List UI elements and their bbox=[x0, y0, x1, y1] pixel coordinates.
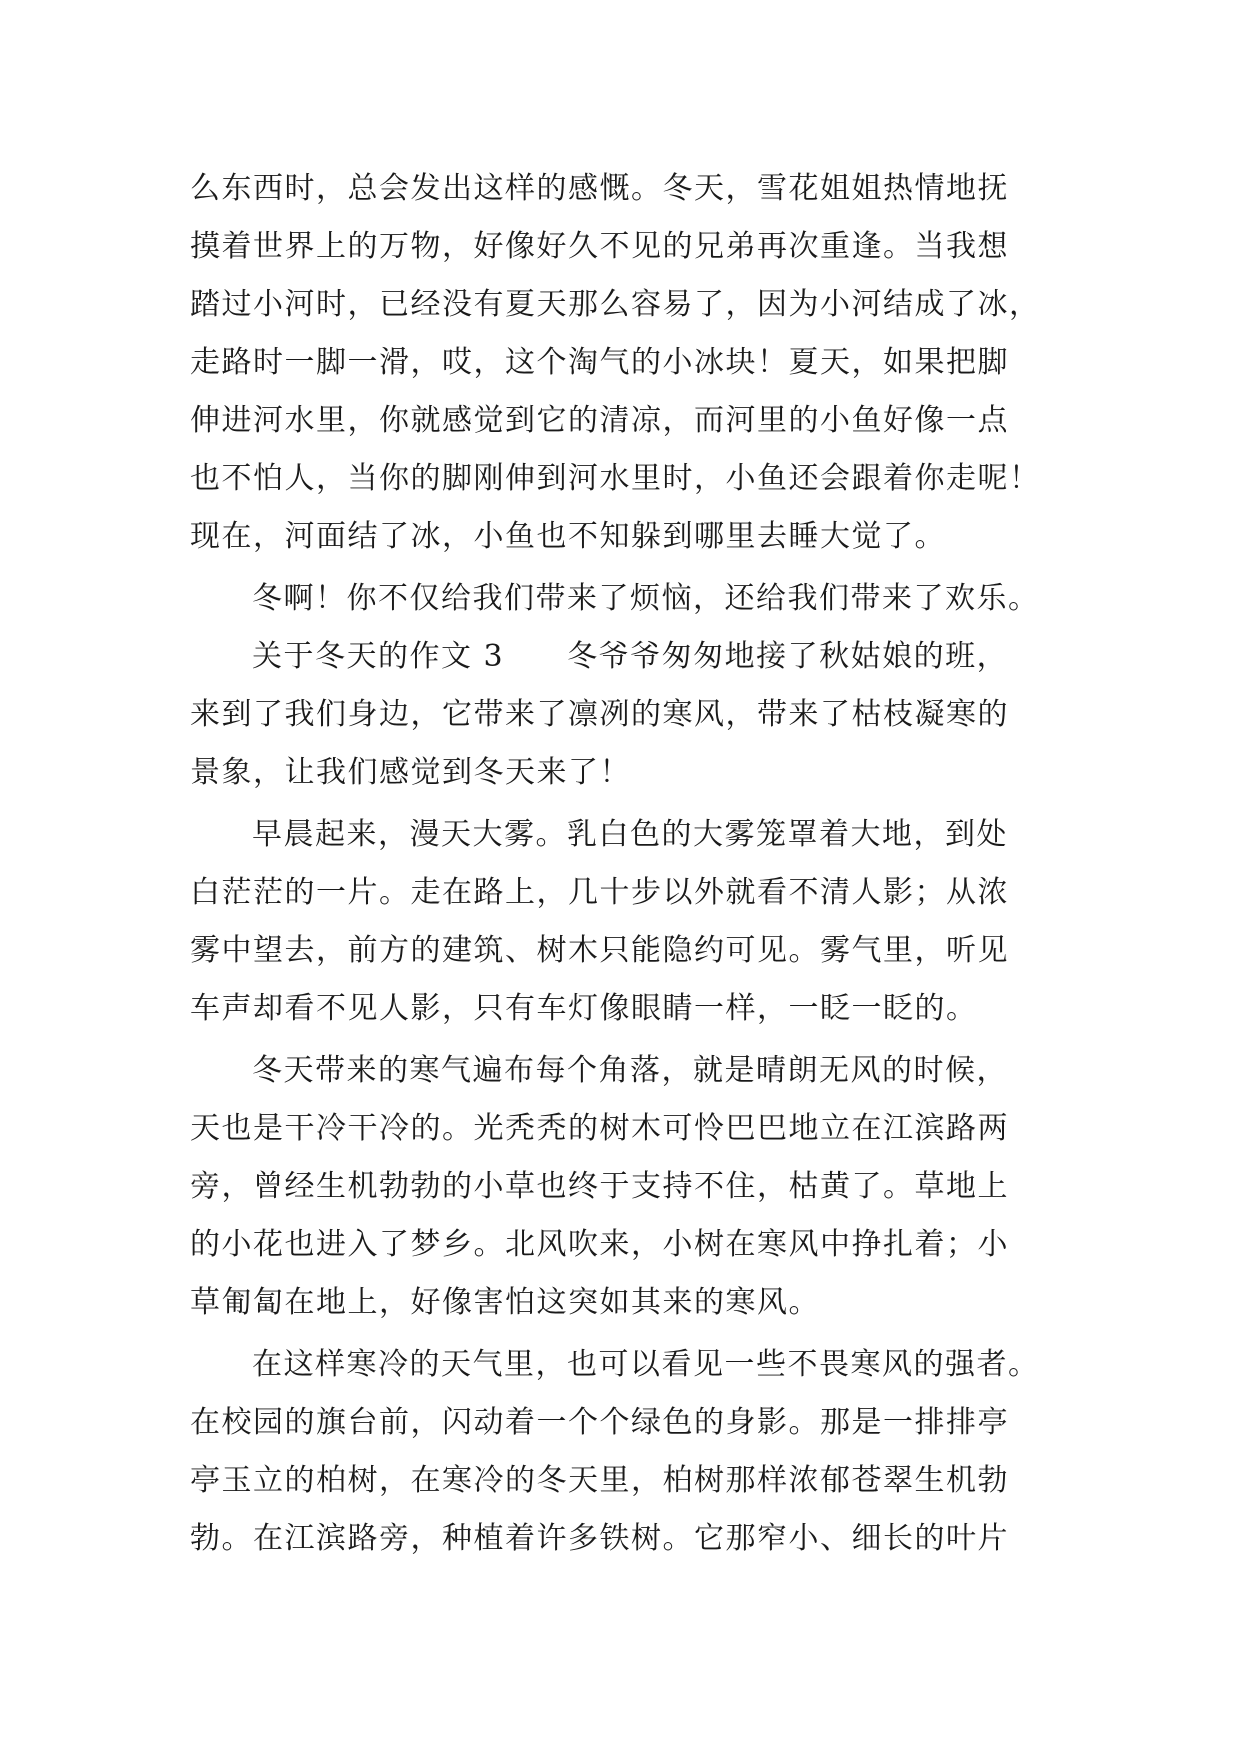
text-line: 现在，河面结了冰，小鱼也不知躲到哪里去睡大觉了。 bbox=[190, 519, 946, 554]
text-line: 勃。在江滨路旁，种植着许多铁树。它那窄小、细长的叶片 bbox=[190, 1521, 1009, 1556]
text-line: 车声却看不见人影，只有车灯像眼睛一样，一眨一眨的。 bbox=[190, 991, 978, 1026]
paragraph-first-line: 在这样寒冷的天气里，也可以看见一些不畏寒风的强者。 bbox=[252, 1347, 1040, 1382]
document-body bbox=[190, 160, 1060, 1568]
text-line: 景象，让我们感觉到冬天来了！ bbox=[190, 755, 631, 790]
text-line: 伸进河水里，你就感觉到它的清凉，而河里的小鱼好像一点 bbox=[190, 403, 1009, 438]
text-line: 天也是干冷干冷的。光秃秃的树木可怜巴巴地立在江滨路两 bbox=[190, 1111, 1009, 1146]
text-line: 么东西时，总会发出这样的感慨。冬天，雪花姐姐热情地抚 bbox=[190, 171, 1009, 206]
text-line: 白茫茫的一片。走在路上，几十步以外就看不清人影；从浓 bbox=[190, 875, 1009, 910]
text-line: 草匍匐在地上，好像害怕这突如其来的寒风。 bbox=[190, 1285, 820, 1320]
text-line: 也不怕人，当你的脚刚伸到河水里时，小鱼还会跟着你走呢！ bbox=[190, 461, 1041, 496]
text-line: 的小花也进入了梦乡。北风吹来，小树在寒风中挣扎着；小 bbox=[190, 1227, 1009, 1262]
text-line: 走路时一脚一滑，哎，这个淘气的小冰块！夏天，如果把脚 bbox=[190, 345, 1009, 380]
paragraph-first-line: 冬啊！你不仅给我们带来了烦恼，还给我们带来了欢乐。 bbox=[252, 581, 1040, 616]
text-line: 踏过小河时，已经没有夏天那么容易了，因为小河结成了冰， bbox=[190, 287, 1041, 322]
text-line: 亭玉立的柏树，在寒冷的冬天里，柏树那样浓郁苍翠生机勃 bbox=[190, 1463, 1009, 1498]
text-line: 旁，曾经生机勃勃的小草也终于支持不住，枯黄了。草地上 bbox=[190, 1169, 1009, 1204]
paragraph-first-line: 早晨起来，漫天大雾。乳白色的大雾笼罩着大地，到处 bbox=[252, 817, 1008, 852]
text-line: 来到了我们身边，它带来了凛冽的寒风，带来了枯枝凝寒的 bbox=[190, 697, 1009, 732]
text-line: 摸着世界上的万物，好像好久不见的兄弟再次重逢。当我想 bbox=[190, 229, 1009, 264]
paragraph-first-line: 冬天带来的寒气遍布每个角落，就是晴朗无风的时候， bbox=[252, 1053, 1008, 1088]
text-line: 雾中望去，前方的建筑、树木只能隐约可见。雾气里，听见 bbox=[190, 933, 1009, 968]
text-line: 在校园的旗台前，闪动着一个个绿色的身影。那是一排排亭 bbox=[190, 1405, 1009, 1440]
section-heading-line: 关于冬天的作文 3 冬爷爷匆匆地接了秋姑娘的班， bbox=[252, 639, 1009, 674]
